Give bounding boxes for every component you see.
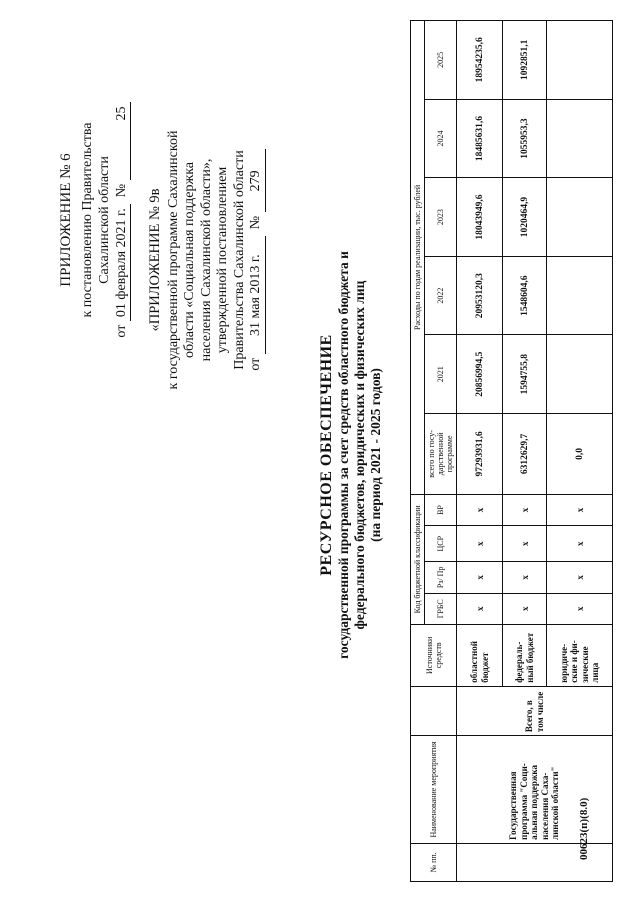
title-sub2: федерального бюджетов, юридических и физических лиц — [352, 280, 367, 630]
col-vr-header: ВР — [425, 494, 457, 525]
appendix-6-date-line — [113, 55, 131, 385]
grbs-cell: х — [547, 593, 613, 624]
grbs-cell: х — [503, 593, 547, 624]
rzpr-cell: х — [547, 562, 613, 593]
appendix-6-heading: ПРИЛОЖЕНИЕ № 6 — [58, 153, 74, 287]
appendix-9v-line3: населения Сахалинской области», — [198, 158, 214, 362]
y2022-cell: 20953120,3 — [457, 256, 503, 335]
appendix-6-line1: к постановлению Правительства — [80, 122, 95, 318]
decree-date: 01 февраля 2021 г. — [113, 204, 131, 321]
source-cell: федераль- ный бюджет — [503, 624, 547, 686]
source-cell: юридиче- ские и фи- зические лица — [547, 624, 613, 686]
vr-cell: х — [457, 494, 503, 525]
header-row-1 — [411, 21, 425, 882]
y2025-cell: 18954235,6 — [457, 21, 503, 100]
resource-table — [410, 20, 613, 882]
y2024-cell: 1055953,3 — [503, 99, 547, 178]
title-main: РЕСУРСНОЕ ОБЕСПЕЧЕНИЕ — [318, 334, 335, 576]
csr-cell: х — [503, 526, 547, 562]
col-grbs-header: ГРБС — [425, 593, 457, 624]
col-code-header: Код бюджетной классификации — [411, 494, 425, 624]
decree-number: 25 — [113, 102, 131, 180]
title-sub1: государственной программы за счет средств областного бюджета и — [336, 251, 351, 659]
rzpr-cell: х — [457, 562, 503, 593]
appendix-9v-line1: к государственной программе Сахалинской — [165, 130, 181, 390]
col-2023-header: 2023 — [425, 178, 457, 257]
vr-cell: х — [503, 494, 547, 525]
footer-code: 00623(п)(8.0) — [578, 797, 590, 860]
appendix-9v-heading: «ПРИЛОЖЕНИЕ № 9в — [147, 188, 163, 332]
number-label: № — [248, 215, 263, 230]
table-row — [457, 21, 503, 882]
col-csr-header: ЦСР — [425, 526, 457, 562]
csr-cell: х — [547, 526, 613, 562]
col-2021-header: 2021 — [425, 335, 457, 414]
appendix-9v-date-line — [248, 50, 266, 470]
appendix-6-block — [58, 55, 131, 385]
y2022-cell — [547, 256, 613, 335]
y2023-cell: 1020464,9 — [503, 178, 547, 257]
col-source-header: Источники средств — [411, 624, 457, 686]
title-sub3: (на период 2021 - 2025 годов) — [368, 368, 383, 542]
from-label: от — [114, 324, 129, 338]
program-number: 279 — [248, 149, 266, 212]
document-title — [318, 195, 384, 715]
y2025-cell: 1092851,1 — [503, 21, 547, 100]
col-total-label-header — [411, 686, 457, 735]
csr-cell: х — [457, 526, 503, 562]
y2021-cell: 20856994,5 — [457, 335, 503, 414]
col-rzpr-header: Рз/ Пр — [425, 562, 457, 593]
appendix-9v-line5: Правительства Сахалинской области — [231, 150, 247, 370]
number-label: № — [114, 183, 129, 198]
from-label: от — [248, 357, 263, 371]
total-label-cell: Всего, в том числе — [457, 686, 613, 735]
col-2024-header: 2024 — [425, 99, 457, 178]
col-expenses-header: Расходы по годам реализации, тыс. рублей — [411, 21, 425, 495]
y2022-cell: 1548604,6 — [503, 256, 547, 335]
col-2022-header: 2022 — [425, 256, 457, 335]
appendix-9v-block — [147, 50, 266, 470]
col-no-header: № пп. — [411, 843, 457, 881]
program-date: 31 мая 2013 г. — [248, 236, 266, 354]
total-cell: 97293931,6 — [457, 413, 503, 494]
appendix-9v-line4: утвержденной постановлением — [215, 166, 230, 354]
rzpr-cell: х — [503, 562, 547, 593]
y2025-cell — [547, 21, 613, 100]
col-2025-header: 2025 — [425, 21, 457, 100]
y2024-cell: 18485631,6 — [457, 99, 503, 178]
program-name-cell: Государственная программа "Соци- альная поддержка населения Саха- линской области" — [457, 736, 613, 844]
y2021-cell — [547, 335, 613, 414]
vr-cell: х — [547, 494, 613, 525]
appendix-9v-line2: области «Социальная поддержка — [182, 162, 197, 358]
total-cell: 0,0 — [547, 413, 613, 494]
y2023-cell: 18043949,6 — [457, 178, 503, 257]
y2024-cell — [547, 99, 613, 178]
y2021-cell: 1594755,8 — [503, 335, 547, 414]
appendix-6-line2: Сахалинской области — [97, 156, 112, 284]
col-name-header: Наименование мероприятия — [411, 736, 457, 844]
grbs-cell: х — [457, 593, 503, 624]
y2023-cell — [547, 178, 613, 257]
col-total-header: всего по госу- дарственной программе — [425, 413, 457, 494]
source-cell: областной бюджет — [457, 624, 503, 686]
total-cell: 6312629,7 — [503, 413, 547, 494]
